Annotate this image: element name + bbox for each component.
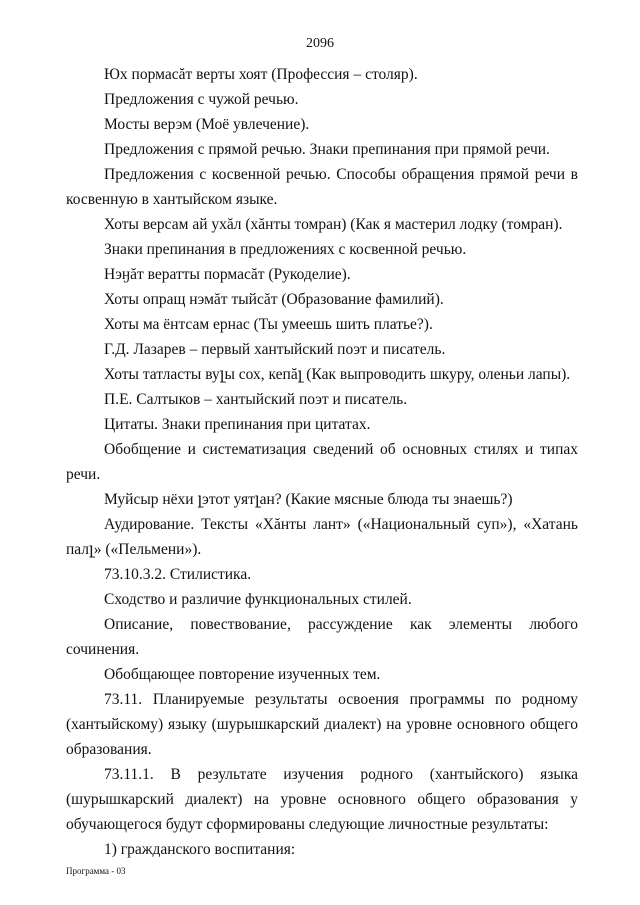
paragraph: Предложения с прямой речью. Знаки препинания при прямой речи.	[104, 141, 550, 158]
paragraph: Нэӈăт вератты пормасăт (Рукоделие).	[104, 266, 351, 283]
paragraph: П.Е. Салтыков – хантыйский поэт и писатель.	[104, 391, 408, 408]
page-footer: Программа - 03	[66, 866, 126, 876]
paragraph: Хоты версам ай ухăл (хăнты томран) (Как я мастерил лодку (томран).	[104, 216, 563, 233]
paragraph: Хоты ма ёнтсам ернас (Ты умеешь шить платье?).	[104, 316, 433, 333]
paragraph: Хоты татласты вуլы сох, кепăլ (Как выпроводить шкуру, оленьи лапы).	[104, 366, 571, 383]
paragraph: 73.10.3.2. Стилистика.	[104, 566, 252, 583]
paragraph: Юх пормасăт верты хоят (Профессия – столяр).	[104, 66, 418, 83]
paragraph: Мосты верэм (Моё увлечение).	[104, 116, 310, 133]
paragraph: Знаки препинания в предложениях с косвенной речью.	[104, 241, 467, 258]
paragraph: Аудирование. Тексты «Хăнты лант» («Национальный суп»), «Хатань палլ» («Пельмени»).	[66, 516, 578, 558]
paragraph: Цитаты. Знаки препинания при цитатах.	[104, 416, 371, 433]
paragraph: Обобщение и систематизация сведений об основных стилях и типах речи.	[66, 441, 578, 483]
paragraph: Муйсыр нёхи լэтот уятլан? (Какие мясные блюда ты знаешь?)	[104, 491, 513, 508]
paragraph: 73.11.1. В результате изучения родного (хантыйского) языка (шурышкарский диалект) на уровне основного общего образования у обучающегося будут сформированы следующие личностные результаты:	[66, 766, 578, 833]
paragraph: Описание, повествование, рассуждение как элементы любого сочинения.	[66, 616, 578, 658]
list-item: 1) гражданского воспитания:	[104, 841, 296, 858]
paragraph: Хоты опращ нэмăт тыйсăт (Образование фамилий).	[104, 291, 444, 308]
document-body	[66, 62, 578, 862]
section-heading: 73.11. Планируемые результаты освоения программы по родному (хантыйскому) языку (шурышкарский диалект) на уровне основного общего образования.	[66, 691, 578, 758]
page-number: 2096	[306, 36, 334, 51]
paragraph: Сходство и различие функциональных стилей.	[104, 591, 412, 608]
paragraph: Обобщающее повторение изученных тем.	[104, 666, 381, 683]
paragraph: Предложения с косвенной речью. Способы обращения прямой речи в косвенную в хантыйском языке.	[66, 166, 578, 208]
paragraph: Предложения с чужой речью.	[104, 91, 299, 108]
paragraph: Г.Д. Лазарев – первый хантыйский поэт и писатель.	[104, 341, 446, 358]
